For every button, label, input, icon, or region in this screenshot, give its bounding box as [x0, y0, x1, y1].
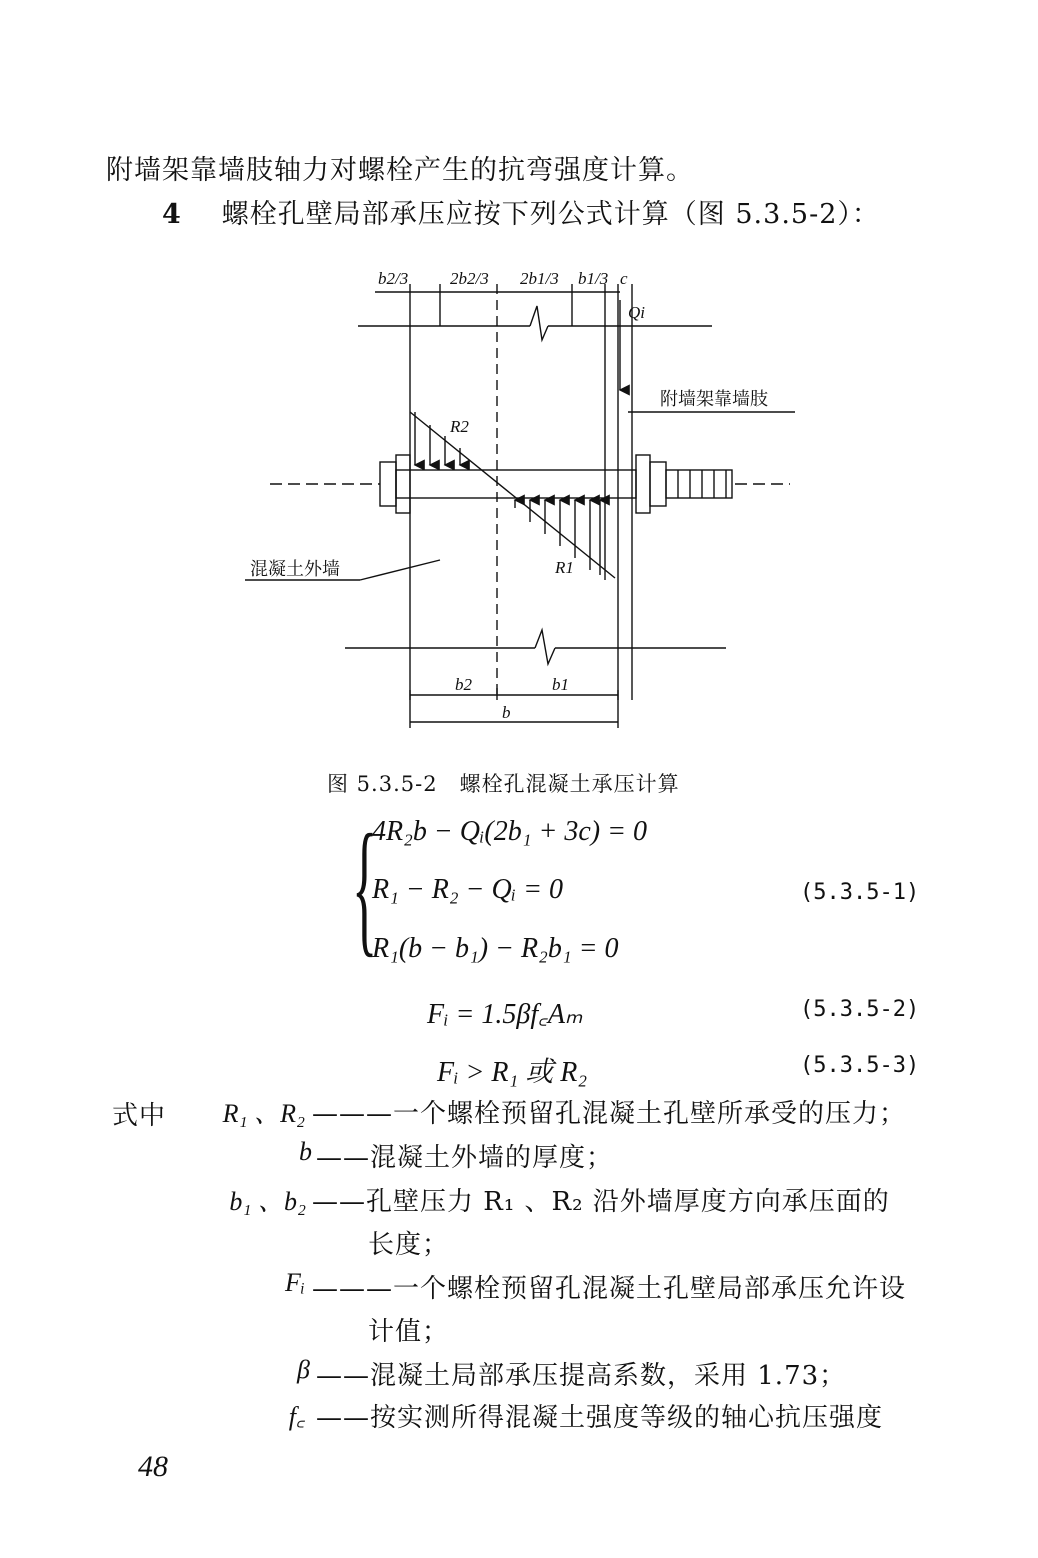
def-text-fi: 一个螺栓预留孔混凝土孔壁局部承压允许设 — [393, 1274, 907, 1304]
def-line: ——混凝土局部承压提高系数，采用 1.73； — [316, 1361, 847, 1391]
def-symbol-fc: f꜀ — [288, 1402, 305, 1431]
dim-2b1-third: 2b1/3 — [520, 269, 559, 288]
def-symbol-beta: β — [297, 1355, 310, 1384]
def-text-b1-b2: 孔壁压力 R₁ 、R₂ 沿外墙厚度方向承压面的 — [366, 1187, 890, 1217]
dim-c: c — [620, 269, 628, 288]
def-line: ——孔壁压力 R₁ 、R₂ 沿外墙厚度方向承压面的 — [312, 1187, 890, 1217]
dim-b2: b2 — [455, 675, 472, 694]
def-symbol-b: b — [299, 1137, 312, 1166]
page-number: 48 — [138, 1450, 168, 1483]
def-symbol-r1-r2: R₁ 、R₂ — [222, 1099, 305, 1128]
def-symbol-b1-b2: b₁ 、b₂ — [229, 1187, 306, 1216]
def-text-fi-cont: 计值； — [368, 1317, 450, 1347]
load-qi-label: Qi — [628, 303, 645, 322]
r1-label: R1 — [555, 558, 574, 577]
equation-3: R₁(b − b₁) − R₂b₁ = 0 — [372, 933, 619, 964]
def-line: ——混凝土外墙的厚度； — [316, 1143, 614, 1173]
equation-number-2: (5.3.5-2) — [800, 997, 920, 1022]
def-text-beta: 混凝土局部承压提高系数，采用 1.73； — [370, 1361, 847, 1391]
dim-b1: b1 — [552, 675, 569, 694]
item-4-number: 4 — [162, 199, 182, 230]
dim-2b2-third: 2b2/3 — [450, 269, 489, 288]
def-line: ———一个螺栓预留孔混凝土孔壁局部承压允许设 — [312, 1274, 907, 1304]
def-text-fc: 按实测所得混凝土强度等级的轴心抗压强度 — [370, 1403, 884, 1433]
bolt-hole-bearing-diagram — [230, 260, 830, 740]
equation-number-1: (5.3.5-1) — [800, 880, 920, 905]
equation-1: 4R₂b − Qᵢ(2b₁ + 3c) = 0 — [372, 816, 647, 847]
def-symbol-fi: Fᵢ — [285, 1268, 305, 1297]
dim-b-total: b — [502, 703, 511, 722]
concrete-wall-label: 混凝土外墙 — [250, 559, 340, 579]
equation-number-3: (5.3.5-3) — [800, 1053, 920, 1078]
system-brace: { — [352, 804, 378, 970]
def-text-b: 混凝土外墙的厚度； — [370, 1143, 614, 1173]
intro-line: 附墙架靠墙肢轴力对螺栓产生的抗弯强度计算。 — [106, 155, 694, 186]
def-line: ———一个螺栓预留孔混凝土孔壁所承受的压力； — [312, 1099, 907, 1129]
definitions-lead: 式中 — [112, 1101, 167, 1131]
wall-limb-label: 附墙架靠墙肢 — [660, 389, 768, 409]
def-line: ——按实测所得混凝土强度等级的轴心抗压强度 — [316, 1403, 884, 1433]
equation-fi-compare: Fᵢ > R₁ 或 R₂ — [437, 1057, 588, 1088]
def-text-r1-r2: 一个螺栓预留孔混凝土孔壁所承受的压力； — [393, 1099, 907, 1129]
def-text-b1-b2-cont: 长度； — [368, 1230, 450, 1260]
dim-b1-third: b1/3 — [578, 269, 609, 288]
r2-label: R2 — [450, 417, 469, 436]
equation-fi: Fᵢ = 1.5βf꜀Aₘ — [427, 999, 583, 1030]
figure-caption: 图 5.3.5-2 螺栓孔混凝土承压计算 — [327, 772, 680, 796]
equation-2: R₁ − R₂ − Qᵢ = 0 — [372, 874, 564, 905]
item-4 — [162, 192, 880, 231]
item-4-text: 螺栓孔壁局部承压应按下列公式计算（图 5.3.5-2）： — [221, 199, 880, 230]
dim-b2-third: b2/3 — [378, 269, 409, 288]
